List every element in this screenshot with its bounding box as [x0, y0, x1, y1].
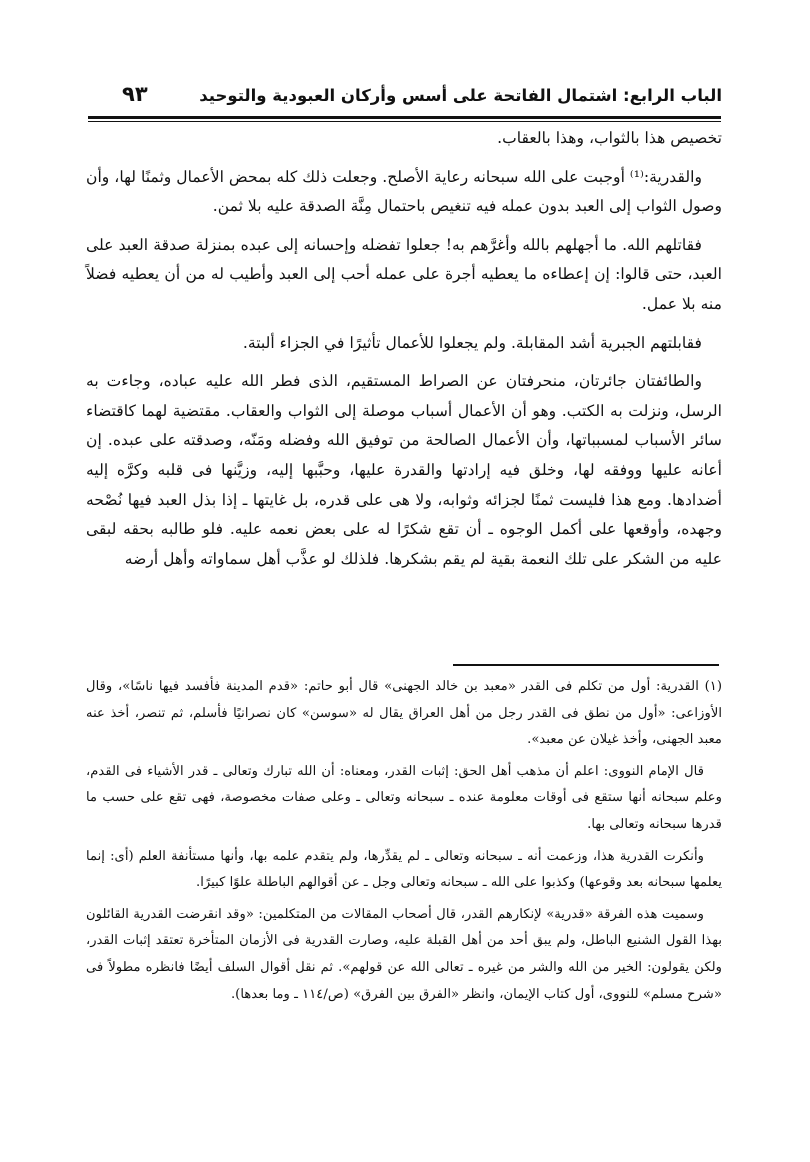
footnote: وسميت هذه الفرقة «قدرية» لإنكارهم القدر، قال أصحاب المقالات من المتكلمين: «وقد انقرضت القدرية القائلون بهذا القول الشنيع الباطل، ولم يبق أحد من أهل القبلة عليه، وصارت القدرية فى الأزمان المتأخرة تعتقد إثبات القدر، ولكن يقولون: الخير من الله والشر من غيره ـ تعالى الله عن قولهم». ثم نقل أقوال السلف أيضًا فانظره مطولاً فى «شرح مسلم» للنووى، أول كتاب الإيمان، وانظر «الفرق بين الفرق» (ص/١١٤ ـ وما بعدها).	[86, 906, 722, 1002]
paragraph: فقاتلهم الله. ما أجهلهم بالله وأغرَّهم به! جعلوا تفضله وإحسانه إلى عبده بمنزلة صدقة العبد على العبد، حتى قالوا: إن إعطاءه ما يعطيه أجرة على عمله أحب إلى العبد وأطيب له من أن يعطيه فضلاً منه بلا عمل.	[86, 235, 722, 313]
paragraph: فقابلتهم الجبرية أشد المقابلة. ولم يجعلوا للأعمال تأثيرًا في الجزاء ألبتة.	[242, 333, 702, 352]
running-header	[122, 82, 722, 114]
footnotes	[86, 674, 722, 1013]
paragraph: والطائفتان جائرتان، منحرفتان عن الصراط المستقيم، الذى فطر الله عليه عباده، وجاءت به الرسل، ونزلت به الكتب. وهو أن الأعمال أسباب موصلة إلى الثواب والعقاب. مقتضية لهما كاقتضاء سائر الأسباب لمسبباتها، وأن الأعمال الصالحة من توفيق الله وفضله ومَنّه، وصدقته على عبده. إن أعانه عليها ووفقه لها، وخلق فيه إرادتها والقدرة عليها، وحبَّبها إليه، وزيَّنها فى قلبه وكرَّه إليه أضدادها. ومع هذا فليست ثمنًا لجزائه وثوابه، ولا هى على قدره، بل غايتها ـ إذا بذل العبد فيها نُصْحه وجهده، وأوقعها على أكمل الوجوه ـ أن تقع شكرًا له على بعض نعمه عليه. فلو طالبه بحقه لبقى عليه من الشكر على تلك النعمة بقية لم يقم بشكرها. فلذلك لو عذَّب أهل سماواته وأهل أرضه	[86, 372, 722, 568]
footnote-separator	[453, 664, 719, 666]
header-rule-thin	[88, 121, 721, 122]
chapter-title: الباب الرابع: اشتمال الفاتحة على أسس وأركان العبودية والتوحيد	[199, 86, 722, 105]
page-number: ٩٣	[122, 82, 148, 106]
footnote: قال الإمام النووى: اعلم أن مذهب أهل الحق: إثبات القدر، ومعناه: أن الله تبارك وتعالى ـ قدر الأشياء فى القدم، وعلم سبحانه أنها ستقع فى أوقات معلومة عنده ـ سبحانه وتعالى ـ وعلى صفات مخصوصة، فهى تقع على حسب ما قدرها سبحانه وتعالى بها.	[86, 763, 722, 832]
main-text	[86, 124, 722, 583]
paragraph: والقدرية:⁽¹⁾ أوجبت على الله سبحانه رعاية الأصلح. وجعلت ذلك كله بمحض الأعمال وثمنًا لها، وأن وصول الثواب إلى العبد بدون عمله فيه تنغيص باحتمال مِنَّة الصدقة عليه بلا ثمن.	[86, 167, 722, 216]
header-rule	[88, 116, 721, 119]
footnote: (١) القدرية: أول من تكلم فى القدر «معبد بن خالد الجهنى» قال أبو حاتم: «قدم المدينة فأفسد فيها ناسًا»، وقال الأوزاعى: «أول من نطق فى القدر رجل من أهل العراق يقال له «سوسن» كان نصرانيًا فأسلم، ثم تنصر، أخذ عنه معبد الجهنى، وأخذ غيلان عن معبد».	[86, 679, 722, 748]
footnote: وأنكرت القدرية هذا، وزعمت أنه ـ سبحانه وتعالى ـ لم يقدِّرها، ولم يتقدم علمه بها، وأنها مستأنفة العلم (أى: إنما يعلمها سبحانه بعد وقوعها) وكذبوا على الله ـ سبحانه وتعالى وجل ـ عن أقوالهم الباطلة علوًا كبيرًا.	[86, 848, 722, 891]
paragraph: تخصيص هذا بالثواب، وهذا بالعقاب.	[497, 129, 722, 147]
